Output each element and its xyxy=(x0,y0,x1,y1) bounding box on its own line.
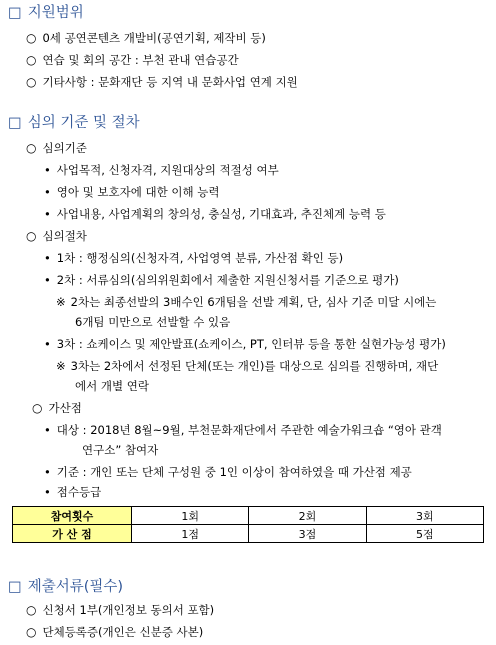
circle-icon: ○ xyxy=(26,625,37,639)
note-continuation: 6개팀 미만으로 선발할 수 있음 xyxy=(75,315,231,329)
list-item xyxy=(44,464,412,480)
bullet-icon: • xyxy=(44,273,51,287)
checkbox-square-icon: □ xyxy=(8,115,22,131)
checkbox-square-icon: □ xyxy=(8,5,22,21)
bullet-icon: • xyxy=(44,207,51,221)
note xyxy=(56,294,436,310)
list-item xyxy=(44,162,279,178)
list-item xyxy=(44,422,442,438)
list-item-text: 단체등록증(개인은 신분증 사본) xyxy=(42,625,204,639)
bullet-icon: • xyxy=(44,251,51,265)
bullet-icon: • xyxy=(44,185,51,199)
bullet-icon: • xyxy=(44,465,51,479)
bonus-title: 가산점 xyxy=(48,401,82,415)
list-item-text: 3차 : 쇼케이스 및 제안발표(쇼케이스, PT, 인터뷰 등을 통한 실현가능성 평가) xyxy=(56,337,446,351)
list-item-continuation: 연구소” 참여자 xyxy=(82,443,159,457)
reference-mark-icon: ※ xyxy=(56,295,66,309)
circle-icon: ○ xyxy=(26,603,37,617)
list-item-text: 기타사항 : 문화재단 등 지역 내 문화사업 연계 지원 xyxy=(42,75,298,89)
list-item-text: 연습 및 회의 공간 : 부천 관내 연습공간 xyxy=(42,53,239,67)
circle-icon: ○ xyxy=(26,53,37,67)
table-cell: 5점 xyxy=(366,525,483,543)
list-item xyxy=(44,272,399,288)
list-item xyxy=(44,484,101,500)
list-item xyxy=(44,184,220,200)
section-title-support-scope xyxy=(8,4,84,22)
note-text: 3차는 2차에서 선정된 단체(또는 개인)를 대상으로 심의를 진행하며, 재단 xyxy=(70,359,439,373)
bonus-heading xyxy=(32,400,82,416)
checkbox-square-icon: □ xyxy=(8,579,22,595)
list-item-text: 점수등급 xyxy=(56,485,102,499)
reference-mark-icon: ※ xyxy=(56,359,66,373)
procedure-title: 심의절차 xyxy=(42,229,87,243)
bullet-icon: • xyxy=(44,423,51,437)
list-item-text: 0세 공연콘텐츠 개발비(공연기획, 제작비 등) xyxy=(42,31,266,45)
note-continuation: 에서 개별 연락 xyxy=(75,379,149,393)
bullet-icon: • xyxy=(44,163,51,177)
list-item xyxy=(26,624,203,640)
criteria-title: 심의기준 xyxy=(42,141,87,155)
list-item-text: 기준 : 개인 또는 단체 구성원 중 1인 이상이 참여하였을 때 가산점 제공 xyxy=(56,465,412,479)
list-item xyxy=(44,250,343,266)
table-cell: 3회 xyxy=(366,507,483,525)
table-cell: 3점 xyxy=(249,525,366,543)
list-item-text: 2차 : 서류심의(심의위원회에서 제출한 지원신청서를 기준으로 평가) xyxy=(56,273,399,287)
table-row xyxy=(13,507,484,525)
list-item-text: 사업목적, 신청자격, 지원대상의 적절성 여부 xyxy=(56,163,279,177)
note xyxy=(56,358,438,374)
list-item xyxy=(44,336,446,352)
list-item xyxy=(26,74,298,90)
table-header-cell: 가 산 점 xyxy=(13,525,132,543)
table-cell: 1점 xyxy=(132,525,249,543)
section-title-review xyxy=(8,114,140,132)
section-title-text: 제출서류(필수) xyxy=(27,579,124,595)
section-title-documents xyxy=(8,578,123,596)
bullet-icon: • xyxy=(44,337,51,351)
section-title-text: 지원범위 xyxy=(27,5,84,21)
circle-icon: ○ xyxy=(32,401,43,415)
list-item-text: 영아 및 보호자에 대한 이해 능력 xyxy=(56,185,220,199)
bullet-icon: • xyxy=(44,485,51,499)
list-item xyxy=(26,52,239,68)
circle-icon: ○ xyxy=(26,31,37,45)
list-item-text: 1차 : 행정심의(신청자격, 사업영역 분류, 가산점 확인 등) xyxy=(56,251,344,265)
table-cell: 1회 xyxy=(132,507,249,525)
note-text: 2차는 최종선발의 3배수인 6개팀을 선발 계획, 단, 심사 기준 미달 시에는 xyxy=(70,295,437,309)
circle-icon: ○ xyxy=(26,75,37,89)
score-grade-table xyxy=(12,506,484,543)
circle-icon: ○ xyxy=(26,229,37,243)
list-item xyxy=(26,602,214,618)
table-cell: 2회 xyxy=(249,507,366,525)
section-title-text: 심의 기준 및 절차 xyxy=(27,115,140,131)
list-item-text: 신청서 1부(개인정보 동의서 포함) xyxy=(42,603,215,617)
criteria-heading xyxy=(26,140,87,156)
procedure-heading xyxy=(26,228,87,244)
list-item xyxy=(26,30,266,46)
list-item xyxy=(44,206,386,222)
circle-icon: ○ xyxy=(26,141,37,155)
list-item-text: 사업내용, 사업계획의 창의성, 충실성, 기대효과, 추진체계 능력 등 xyxy=(56,207,386,221)
table-row xyxy=(13,525,484,543)
list-item-text: 대상 : 2018년 8월~9월, 부천문화재단에서 주관한 예술가워크숍 “영아 관객 xyxy=(56,423,442,437)
table-header-cell: 참여횟수 xyxy=(13,507,132,525)
